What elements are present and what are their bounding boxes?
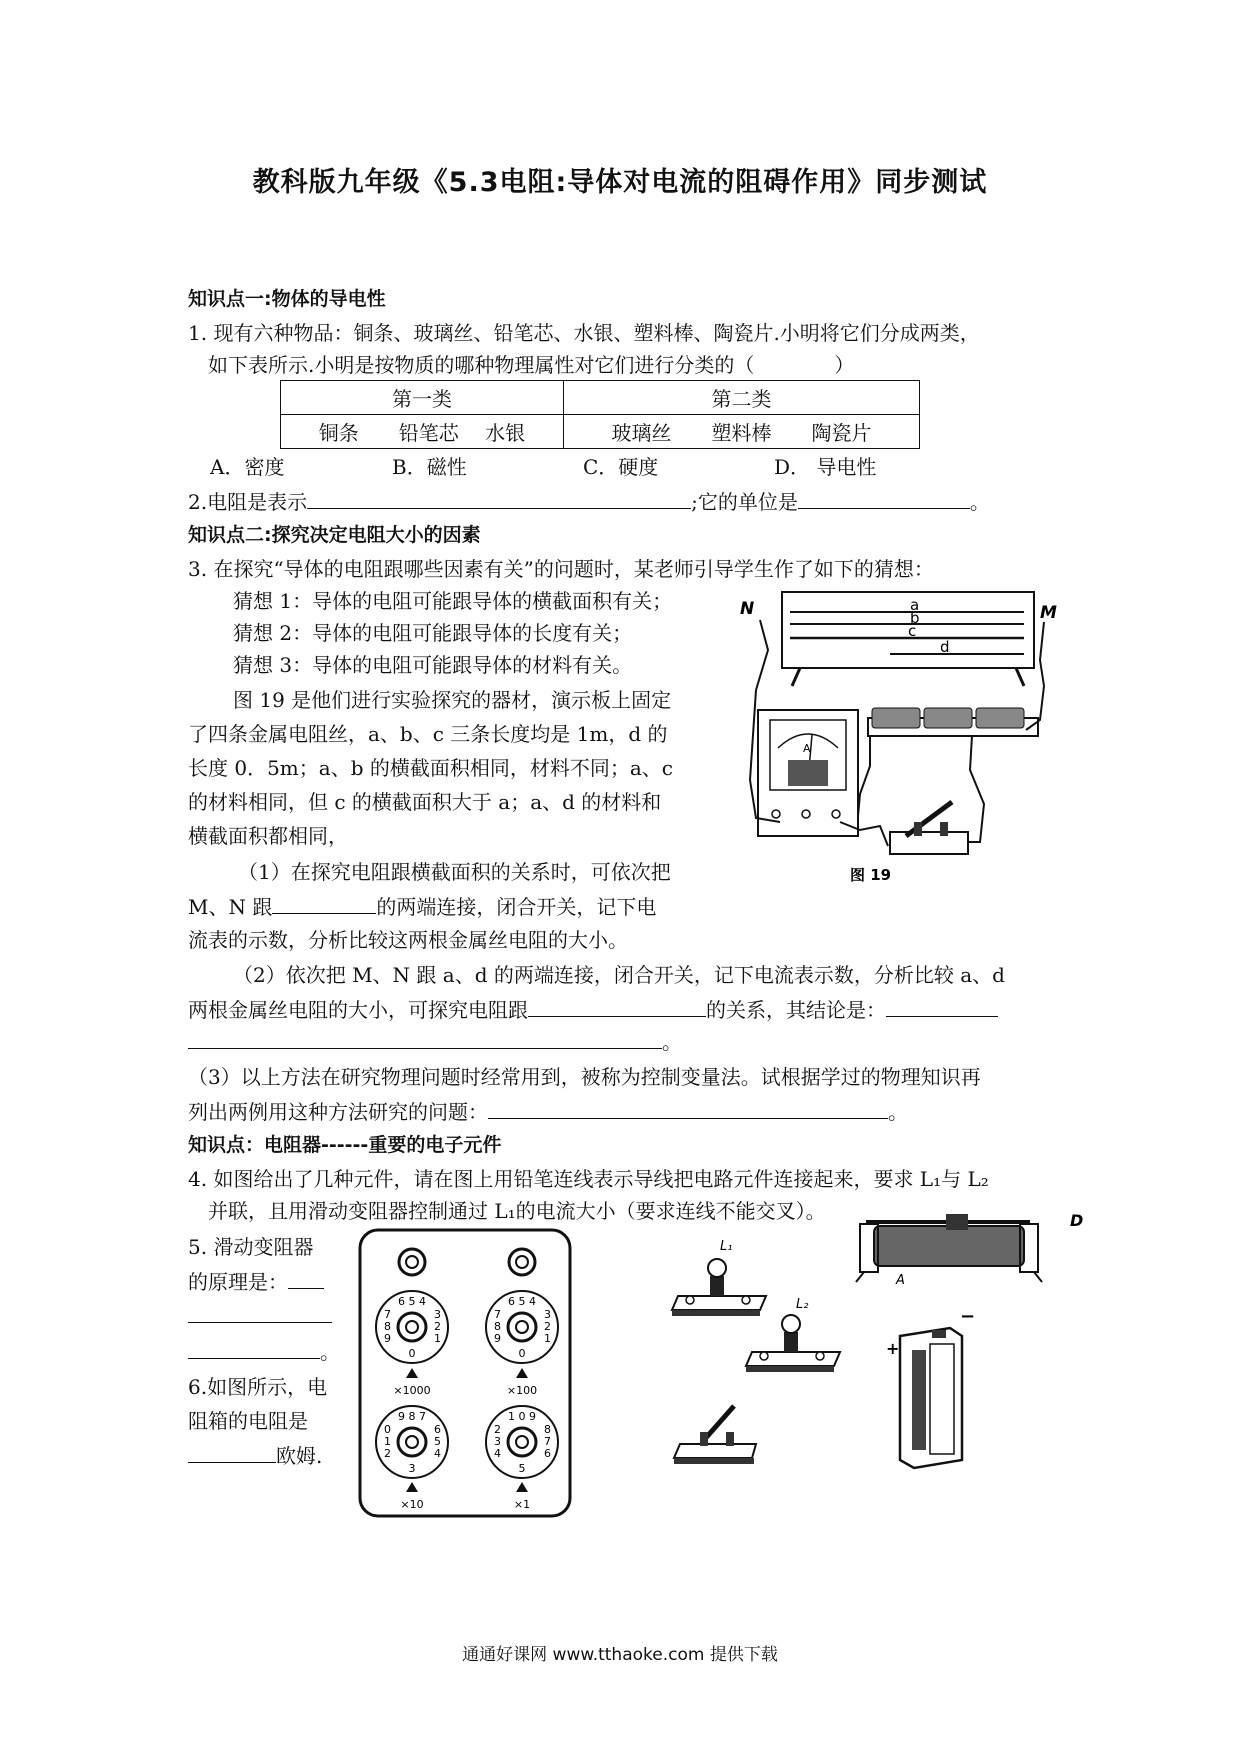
- svg-text:4: 4: [434, 1447, 441, 1460]
- q3-guess-1: 猜想 1：导体的电阻可能跟导体的横截面积有关；: [233, 589, 673, 613]
- q2-middle: ;它的单位是: [691, 490, 798, 514]
- table-cell-class2: 玻璃丝 塑料棒 陶瓷片: [563, 415, 919, 449]
- q3-sub3-prefix: 列出两例用这种方法研究的问题：: [188, 1100, 488, 1124]
- q3-sub2-blank-conclusion-cont[interactable]: [188, 1026, 662, 1049]
- svg-text:3: 3: [494, 1435, 501, 1448]
- rheostat-terminal-a: A: [896, 1273, 905, 1288]
- svg-text:6 5 4: 6 5 4: [398, 1295, 426, 1308]
- q1-option-b: B．磁性: [392, 455, 467, 479]
- q3-sub2-blank-conclusion[interactable]: [886, 994, 998, 1017]
- wire-label-a: a: [910, 596, 920, 614]
- svg-text:1: 1: [544, 1332, 551, 1345]
- classification-table: [280, 380, 920, 449]
- battery-positive-label: +: [886, 1339, 900, 1358]
- wire-label-b: b: [910, 609, 920, 627]
- q5-blank-1[interactable]: [288, 1266, 324, 1289]
- q3-sub2-blank-factor[interactable]: [528, 994, 706, 1017]
- q3-sub2-end: 。: [662, 1030, 682, 1054]
- q1-text-line2: 如下表所示.小明是按物质的哪种物理属性对它们进行分类的（ ）: [208, 353, 855, 377]
- svg-text:7: 7: [384, 1308, 391, 1321]
- switch-base: [890, 832, 968, 854]
- q1-option-a: A．密度: [210, 455, 285, 479]
- svg-text:2: 2: [434, 1320, 441, 1333]
- q3-sub1-line1: （1）在探究电阻跟横截面积的关系时，可依次把: [238, 860, 671, 884]
- circuit-components: [660, 1210, 1100, 1470]
- figure-19-apparatus: [740, 590, 1060, 890]
- bulb-l2-label: L₂: [796, 1297, 809, 1312]
- q3-paragraph-line: 的材料相同，但 c 的横截面积大于 a；a、d 的材料和: [188, 790, 662, 814]
- bulb-l1[interactable]: [672, 1259, 766, 1316]
- svg-text:1 0 9: 1 0 9: [508, 1410, 536, 1423]
- table-cell-class1: 铜条 铅笔芯 水银: [281, 415, 564, 449]
- q3-paragraph-line: 长度 0．5m；a、b 的横截面积相同，材料不同；a、c: [188, 756, 673, 780]
- q3-sub2-line1: （2）依次把 M、N 跟 a、d 的两端连接，闭合开关，记下电流表示数，分析比较 a、d: [233, 963, 1005, 987]
- q6-text-line2: 阻箱的电阻是: [188, 1409, 308, 1433]
- q5-prefix: 的原理是：: [188, 1270, 288, 1294]
- q5-blank-2[interactable]: [188, 1300, 332, 1323]
- svg-text:9: 9: [384, 1332, 391, 1345]
- q3-sub1-prefix: M、N 跟: [188, 895, 273, 919]
- dial-multiplier-label: ×1000: [393, 1384, 431, 1397]
- svg-text:6 5 4: 6 5 4: [508, 1295, 536, 1308]
- svg-text:1: 1: [384, 1435, 391, 1448]
- section-heading-2: 知识点二:探究决定电阻大小的因素: [188, 524, 481, 546]
- knife-switch[interactable]: [674, 1406, 756, 1464]
- bulb-l1-label: L₁: [720, 1239, 733, 1254]
- section-heading-3: 知识点：电阻器------重要的电子元件: [188, 1134, 502, 1156]
- svg-text:6: 6: [544, 1447, 551, 1460]
- q3-sub1-suffix: 的两端连接，闭合开关，记下电: [376, 895, 657, 919]
- svg-text:7: 7: [494, 1308, 501, 1321]
- ammeter-symbol: A: [803, 742, 811, 755]
- q5-blank-line: [188, 1300, 332, 1331]
- q2-prefix: 2.电阻是表示: [188, 490, 308, 514]
- svg-text:6: 6: [434, 1423, 441, 1436]
- q3-paragraph-line: 了四条金属电阻丝，a、b、c 三条长度均是 1m，d 的: [188, 722, 668, 746]
- bulb-l2[interactable]: [746, 1315, 840, 1372]
- q5-text-line1: 5. 滑动变阻器: [188, 1235, 314, 1259]
- battery[interactable]: [900, 1328, 962, 1468]
- section-heading-1: 知识点一:物体的导电性: [188, 288, 386, 310]
- rheostat-terminal-d: D: [1070, 1211, 1084, 1230]
- dial-multiplier-label: ×1: [513, 1498, 531, 1511]
- clip-label-m: M: [1040, 603, 1057, 623]
- q3-sub2-line3: [188, 1026, 682, 1057]
- battery-negative-label: −: [960, 1306, 976, 1327]
- q4-text-line1: 4. 如图给出了几种元件，请在图上用铅笔连线表示导线把电路元件连接起来，要求 L₁与 L₂: [188, 1167, 989, 1191]
- q3-sub3-end: 。: [888, 1100, 908, 1124]
- q2-end: 。: [969, 490, 990, 514]
- figure-19-caption: 图 19: [850, 866, 892, 884]
- q6-text-line3: [188, 1440, 322, 1471]
- dial-x100[interactable]: [486, 1291, 558, 1363]
- svg-text:7: 7: [544, 1435, 551, 1448]
- q3-sub1-line2: [188, 891, 656, 922]
- dial-multiplier-label: ×100: [506, 1384, 538, 1397]
- svg-text:8: 8: [494, 1320, 501, 1333]
- q4-text-line2: 并联，且用滑动变阻器控制通过 L₁的电流大小（要求连线不能交叉）。: [208, 1199, 826, 1223]
- page-title: 教科版九年级《5.3电阻:导体对电流的阻碍作用》同步测试: [252, 167, 988, 198]
- svg-text:8: 8: [544, 1423, 551, 1436]
- q3-guess-2: 猜想 2：导体的电阻可能跟导体的长度有关；: [233, 621, 633, 645]
- svg-text:3: 3: [544, 1308, 551, 1321]
- wire-label-c: c: [908, 622, 917, 640]
- wire-label-d: d: [940, 638, 950, 656]
- q6-unit: 欧姆.: [276, 1444, 323, 1468]
- page-footer: 通通好课网 www.tthaoke.com 提供下载: [462, 1645, 778, 1665]
- svg-text:2: 2: [544, 1320, 551, 1333]
- q2-blank-meaning[interactable]: [307, 486, 691, 509]
- q3-sub1-blank[interactable]: [272, 891, 376, 914]
- svg-text:8: 8: [384, 1320, 391, 1333]
- dial-multiplier-label: ×10: [400, 1498, 424, 1511]
- q5-text-line2: [188, 1266, 324, 1297]
- dial-x10[interactable]: [376, 1406, 448, 1478]
- q3-sub3-blank[interactable]: [488, 1096, 888, 1119]
- svg-text:2: 2: [384, 1447, 391, 1460]
- dial-x1[interactable]: [486, 1406, 558, 1478]
- svg-text:5: 5: [434, 1435, 441, 1448]
- svg-text:0: 0: [518, 1347, 526, 1360]
- dial-x1000[interactable]: [376, 1291, 448, 1363]
- svg-text:0: 0: [408, 1347, 416, 1360]
- q3-intro: 3. 在探究“导体的电阻跟哪些因素有关”的问题时，某老师引导学生作了如下的猜想：: [188, 557, 934, 581]
- table-header-class2: 第二类: [563, 381, 919, 415]
- q2-text: [188, 486, 990, 517]
- q2-blank-unit[interactable]: [798, 486, 970, 509]
- q5-end: 。: [320, 1340, 340, 1364]
- q6-text-line1: 6.如图所示，电: [188, 1375, 328, 1399]
- q3-sub2-prefix: 两根金属丝电阻的大小，可探究电阻跟: [188, 998, 528, 1022]
- q1-option-d: D． 导电性: [774, 455, 877, 479]
- q3-paragraph-line: 图 19 是他们进行实验探究的器材，演示板上固定: [233, 688, 672, 712]
- q3-sub3-line2: [188, 1096, 908, 1127]
- q3-sub3-line1: （3）以上方法在研究物理问题时经常用到，被称为控制变量法。试根据学过的物理知识再: [188, 1065, 981, 1089]
- q3-paragraph-line: 横截面积都相同，: [188, 824, 348, 848]
- table-header-class1: 第一类: [281, 381, 564, 415]
- q5-blank-line: [188, 1336, 340, 1367]
- resistance-box: [356, 1226, 576, 1520]
- svg-text:5: 5: [518, 1462, 526, 1475]
- q6-blank[interactable]: [188, 1440, 276, 1463]
- svg-text:9 8 7: 9 8 7: [398, 1410, 426, 1423]
- svg-text:9: 9: [494, 1332, 501, 1345]
- terminal-right: [509, 1249, 535, 1275]
- q1-option-c: C．硬度: [583, 455, 659, 479]
- svg-text:1: 1: [434, 1332, 441, 1345]
- q5-blank-3[interactable]: [188, 1336, 320, 1359]
- q3-sub2-middle: 的关系，其结论是：: [706, 998, 886, 1022]
- svg-text:3: 3: [434, 1308, 441, 1321]
- svg-text:4: 4: [494, 1447, 501, 1460]
- q1-text-line1: 1. 现有六种物品：铜条、玻璃丝、铅笔芯、水银、塑料棒、陶瓷片.小明将它们分成两类，: [188, 321, 980, 345]
- svg-text:2: 2: [494, 1423, 501, 1436]
- svg-text:3: 3: [408, 1462, 416, 1475]
- q3-sub1-line3: 流表的示数，分析比较这两根金属丝电阻的大小。: [188, 928, 628, 952]
- clip-label-n: N: [740, 599, 755, 619]
- q3-guess-3: 猜想 3：导体的电阻可能跟导体的材料有关。: [233, 653, 633, 677]
- terminal-left: [399, 1249, 425, 1275]
- svg-text:0: 0: [384, 1423, 391, 1436]
- sliding-rheostat[interactable]: [856, 1214, 1042, 1282]
- q3-sub2-line2: [188, 994, 998, 1025]
